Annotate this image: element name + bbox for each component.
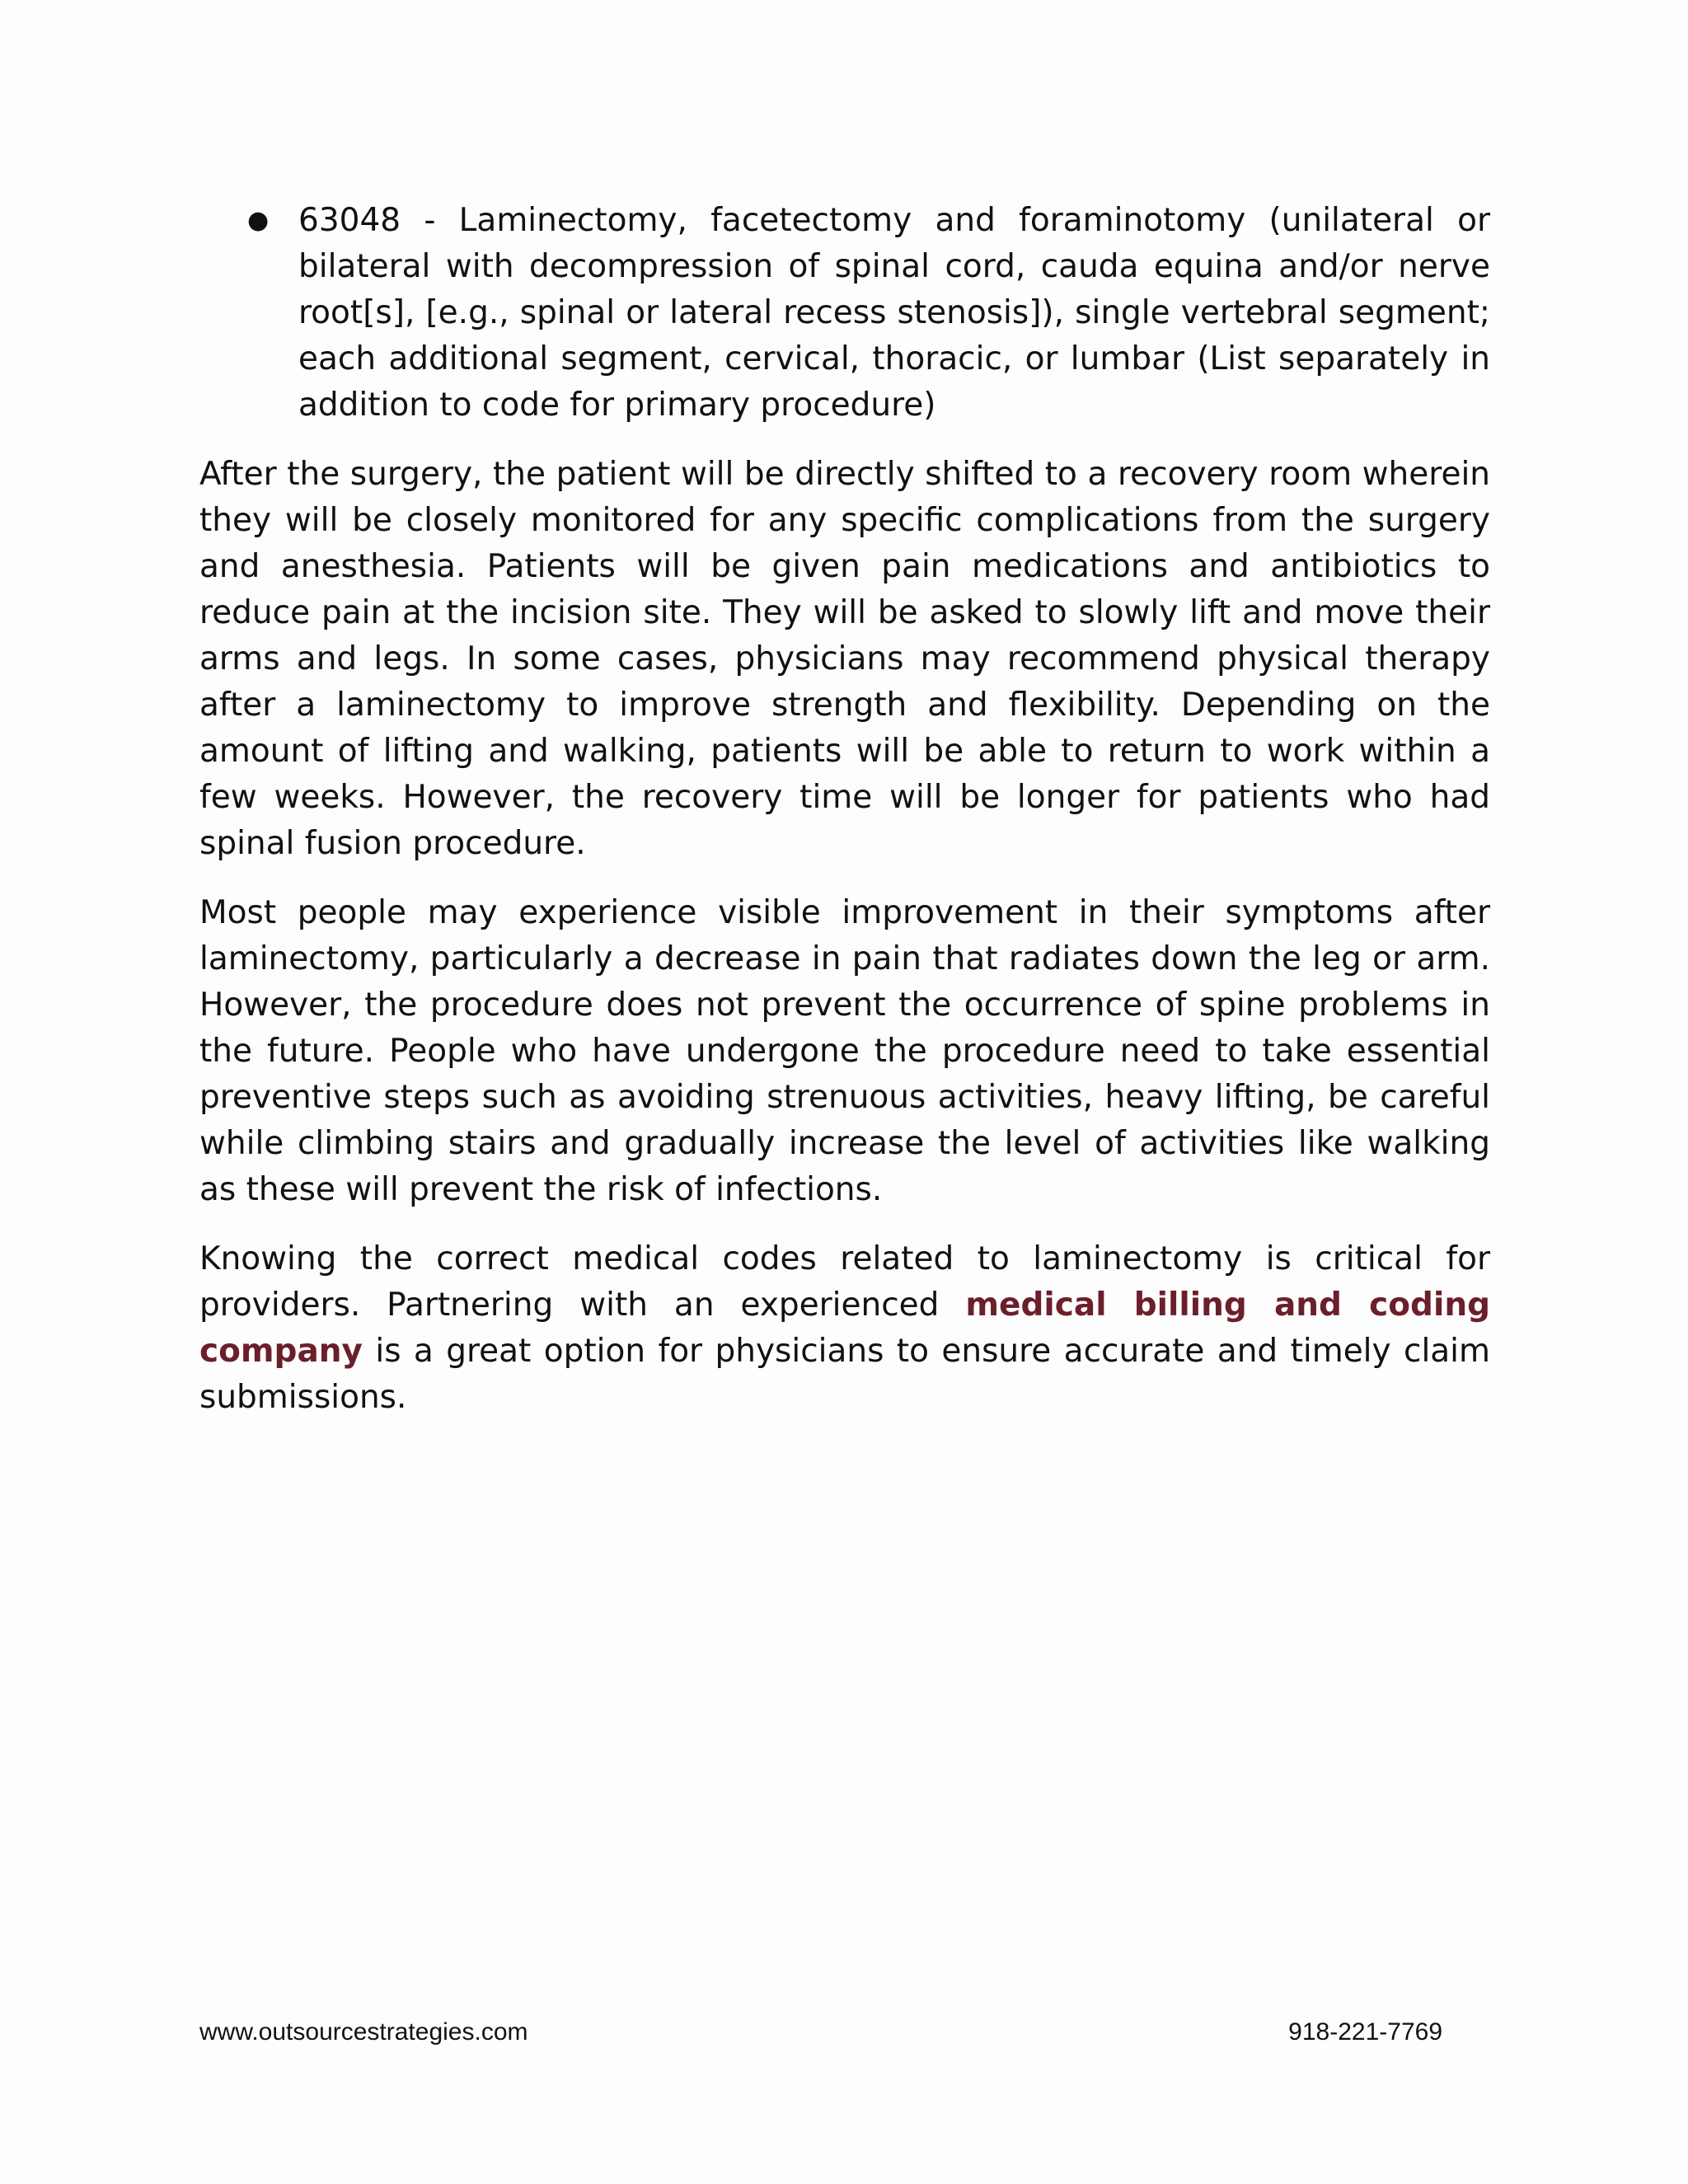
procedure-code-item [199,198,1490,429]
closing-text-before-link: Knowing the correct medical codes related to laminectomy is critical for providers. Partnering with an experienced [199,1240,1490,1324]
page-footer [199,2016,1442,2049]
closing-text-after-link: is a great option for physicians to ensure accurate and timely claim submissions. [199,1333,1490,1416]
medical-billing-coding-link[interactable]: medical billing and coding company [199,1286,1490,1370]
outcomes-paragraph: Most people may experience visible improvement in their symptoms after laminectomy, particularly a decrease in pain that radiates down the leg or arm. However, the procedure does not prevent the occurrence of spine problems in the future. People who have undergone the procedure need to take essential preventive steps such as avoiding strenuous activities, heavy lifting, be careful while climbing stairs and gradually increase the level of activities like walking as these will prevent the risk of infections. [199,894,1490,1208]
footer-website[interactable]: www.outsourcestrategies.com [199,2018,528,2046]
footer-phone: 918-221-7769 [1288,2018,1442,2046]
procedure-code-text: 63048 - Laminectomy, facetectomy and foraminotomy (unilateral or bilateral with decompression of spinal cord, cauda equina and/or nerve root[s], [e.g., spinal or lateral recess stenosis]), single vertebral segment; each additional segment, cervical, thoracic, or lumbar (List separately in addition to code for primary procedure) [298,202,1490,424]
procedure-code-list [199,198,1490,429]
document-content [199,198,1490,1444]
recovery-paragraph: After the surgery, the patient will be directly shifted to a recovery room wherein they will be closely monitored for any specific complications from the surgery and anesthesia. Patients will be given pain medications and antibiotics to reduce pain at the incision site. They will be asked to slowly lift and move their arms and legs. In some cases, physicians may recommend physical therapy after a laminectomy to improve strength and flexibility. Depending on the amount of lifting and walking, patients will be able to return to work within a few weeks. However, the recovery time will be longer for patients who had spinal fusion procedure. [199,456,1490,862]
bullet-dot-icon: ● [247,206,270,235]
closing-paragraph [199,1236,1490,1421]
